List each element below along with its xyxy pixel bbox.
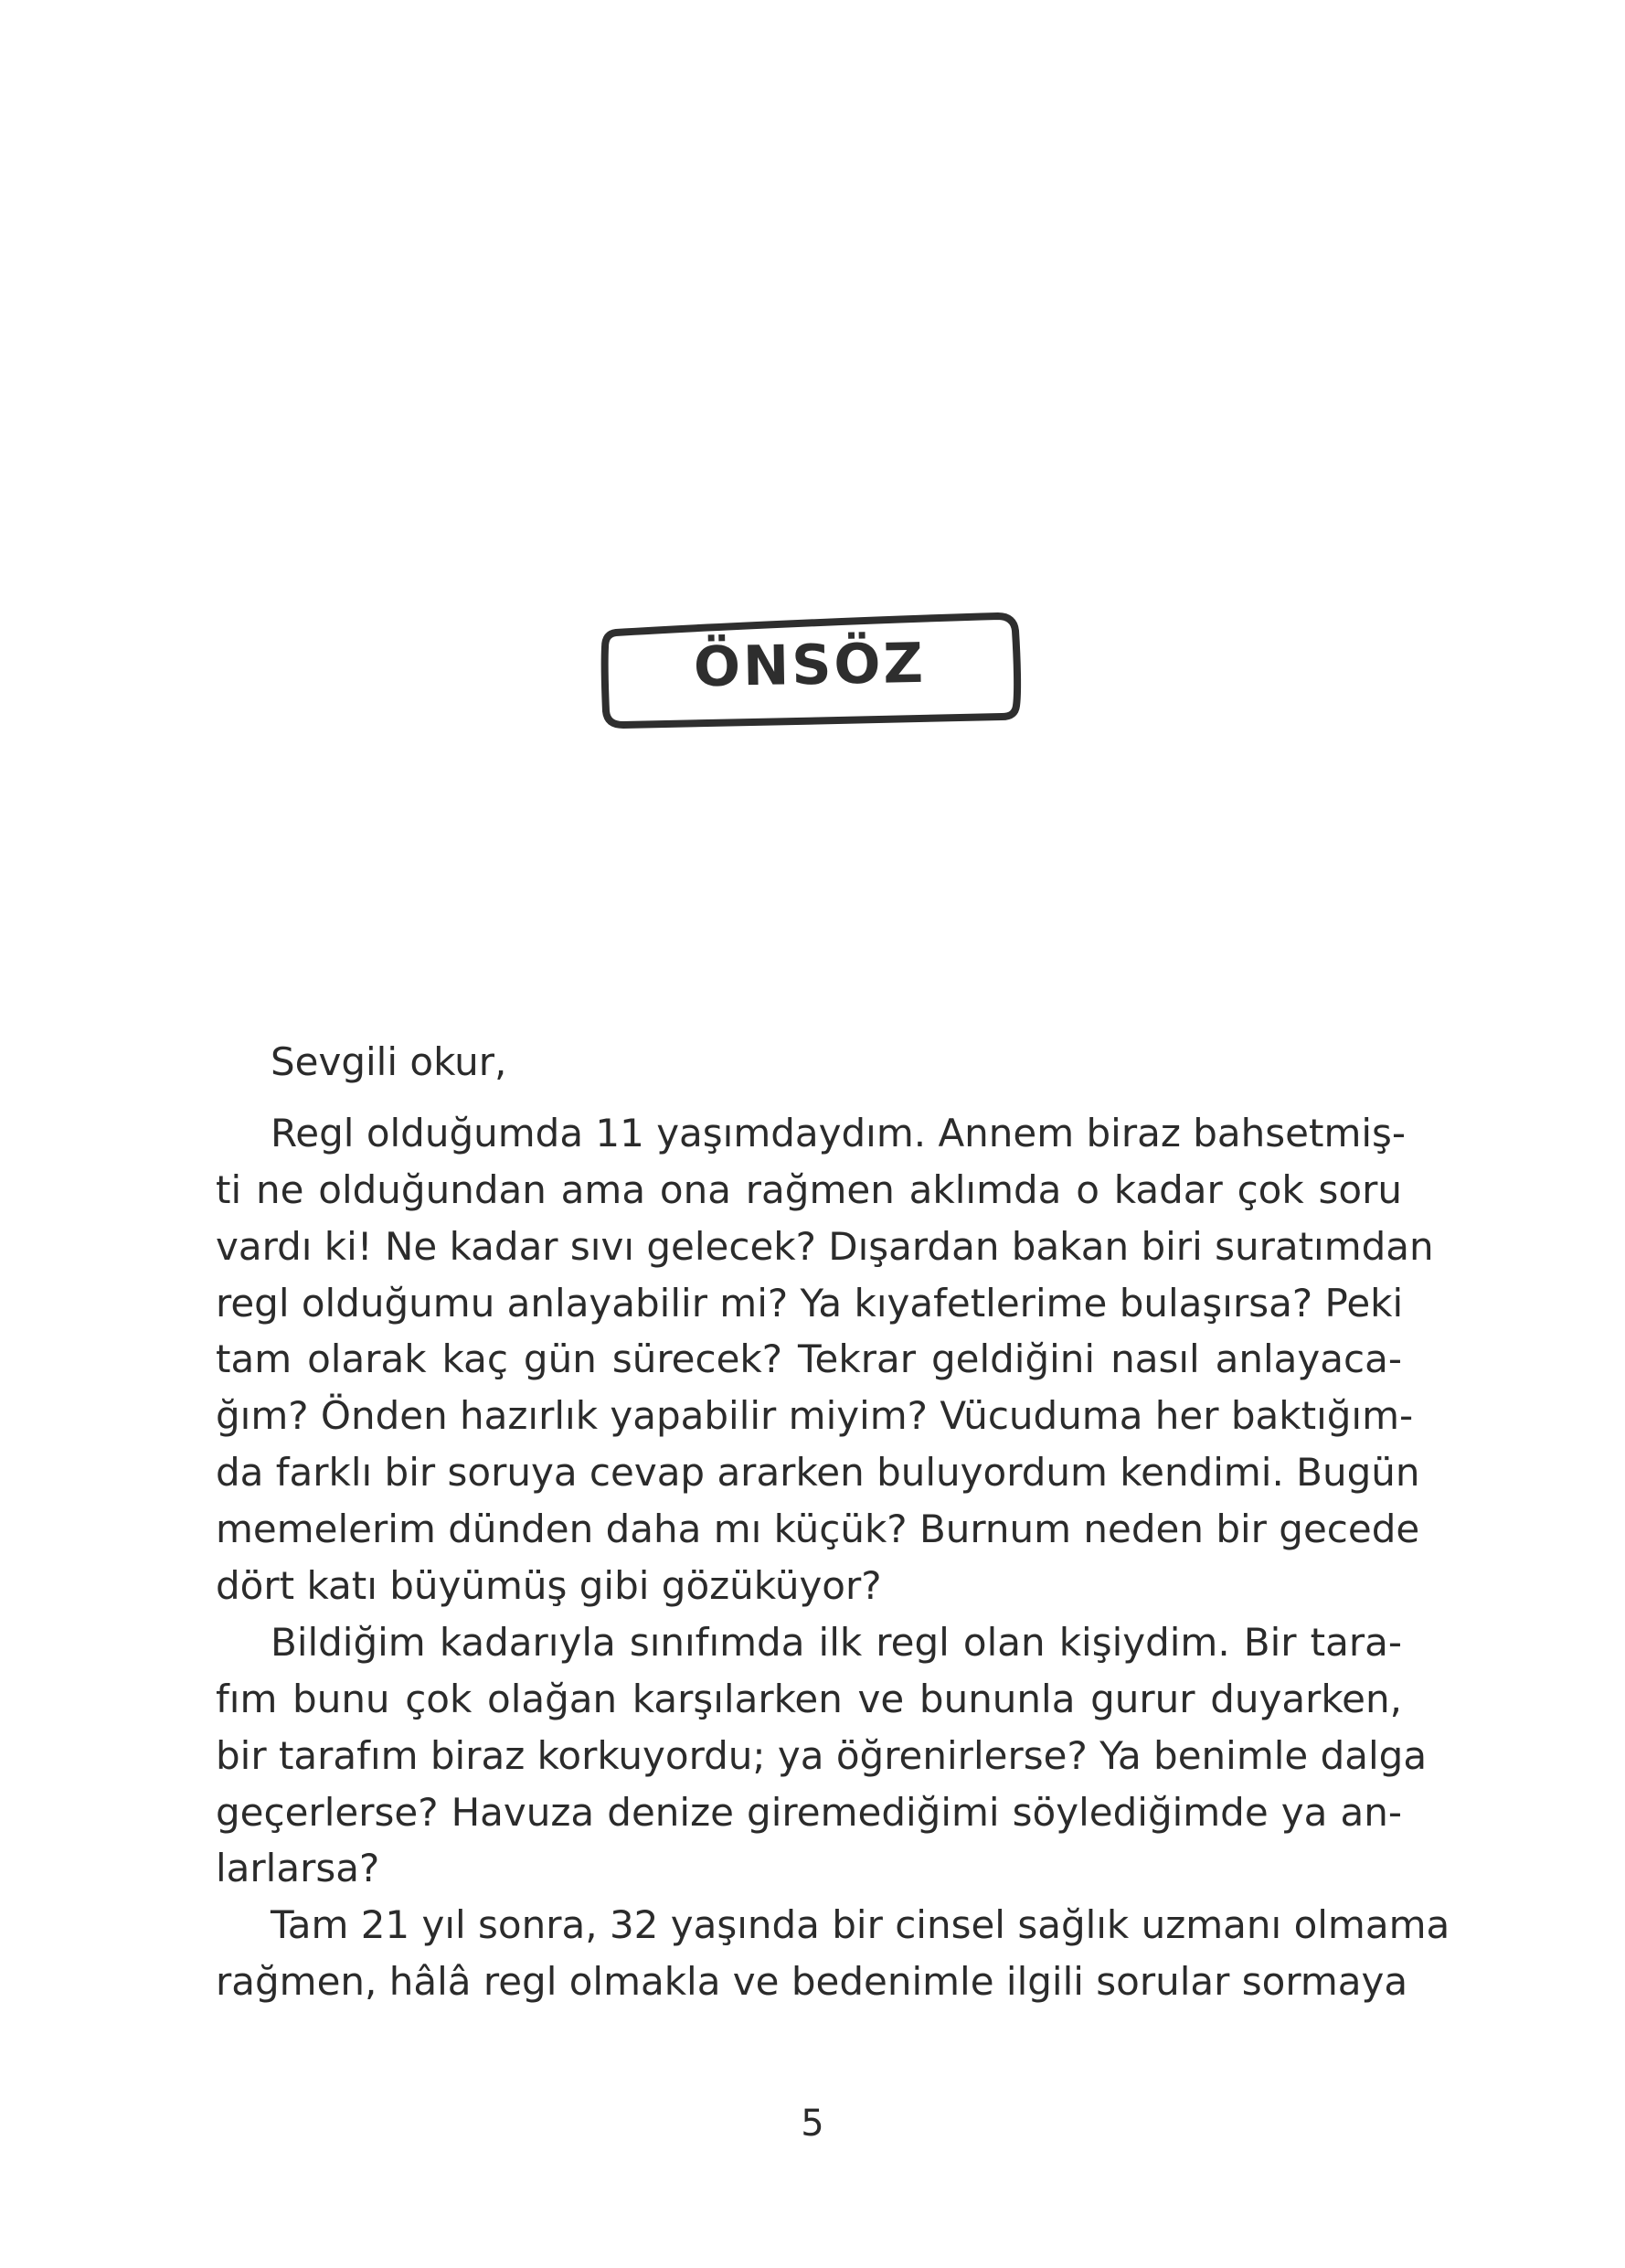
text-line: tam olarak kaç gün sürecek? Tekrar geldiğini nasıl anlayaca- [216, 1336, 1402, 1382]
text-line: ti ne olduğundan ama ona rağmen aklımda o kadar çok soru [216, 1166, 1402, 1212]
text-line: larlarsa? [216, 1846, 380, 1891]
page-number: 5 [801, 2103, 824, 2145]
body-text [216, 1034, 1450, 2010]
text-line: bir tarafım biraz korkuyordu; ya öğrenirlerse? Ya benimle dalga [216, 1732, 1428, 1778]
text-line: ğım? Önden hazırlık yapabilir miyim? Vücuduma her baktığım- [216, 1393, 1414, 1439]
text-line: fım bunu çok olağan karşılarken ve bununla gurur duyarken, [216, 1676, 1402, 1721]
paragraph-2 [216, 1614, 1428, 1897]
paragraph-1 [216, 1105, 1434, 1614]
salutation: Sevgili okur, [271, 1039, 507, 1084]
text-line: regl olduğumu anlayabilir mi? Ya kıyafetlerime bulaşırsa? Peki [216, 1280, 1404, 1326]
text-line: dört katı büyümüş gibi gözüküyor? [216, 1563, 882, 1609]
text-line: da farklı bir soruya cevap ararken buluyordum kendimi. Bugün [216, 1450, 1420, 1496]
paragraph-3 [216, 1897, 1450, 2010]
text-line: Regl olduğumda 11 yaşımdaydım. Annem biraz bahsetmiş- [271, 1110, 1407, 1155]
chapter-title-box [596, 603, 1024, 727]
text-line: Bildiğim kadarıyla sınıfımda ilk regl olan kişiydim. Bir tara- [271, 1619, 1402, 1665]
chapter-title: ÖNSÖZ [693, 631, 927, 699]
text-line: Tam 21 yıl sonra, 32 yaşında bir cinsel sağlık uzmanı olmama [271, 1902, 1450, 1948]
text-line: memelerim dünden daha mı küçük? Burnum neden bir gecede [216, 1507, 1420, 1552]
text-line: vardı ki! Ne kadar sıvı gelecek? Dışardan bakan biri suratımdan [216, 1223, 1434, 1269]
text-line: geçerlerse? Havuza denize giremediğimi söylediğimde ya an- [216, 1789, 1402, 1835]
text-line: rağmen, hâlâ regl olmakla ve bedenimle ilgili sorular sormaya [216, 1959, 1408, 2005]
